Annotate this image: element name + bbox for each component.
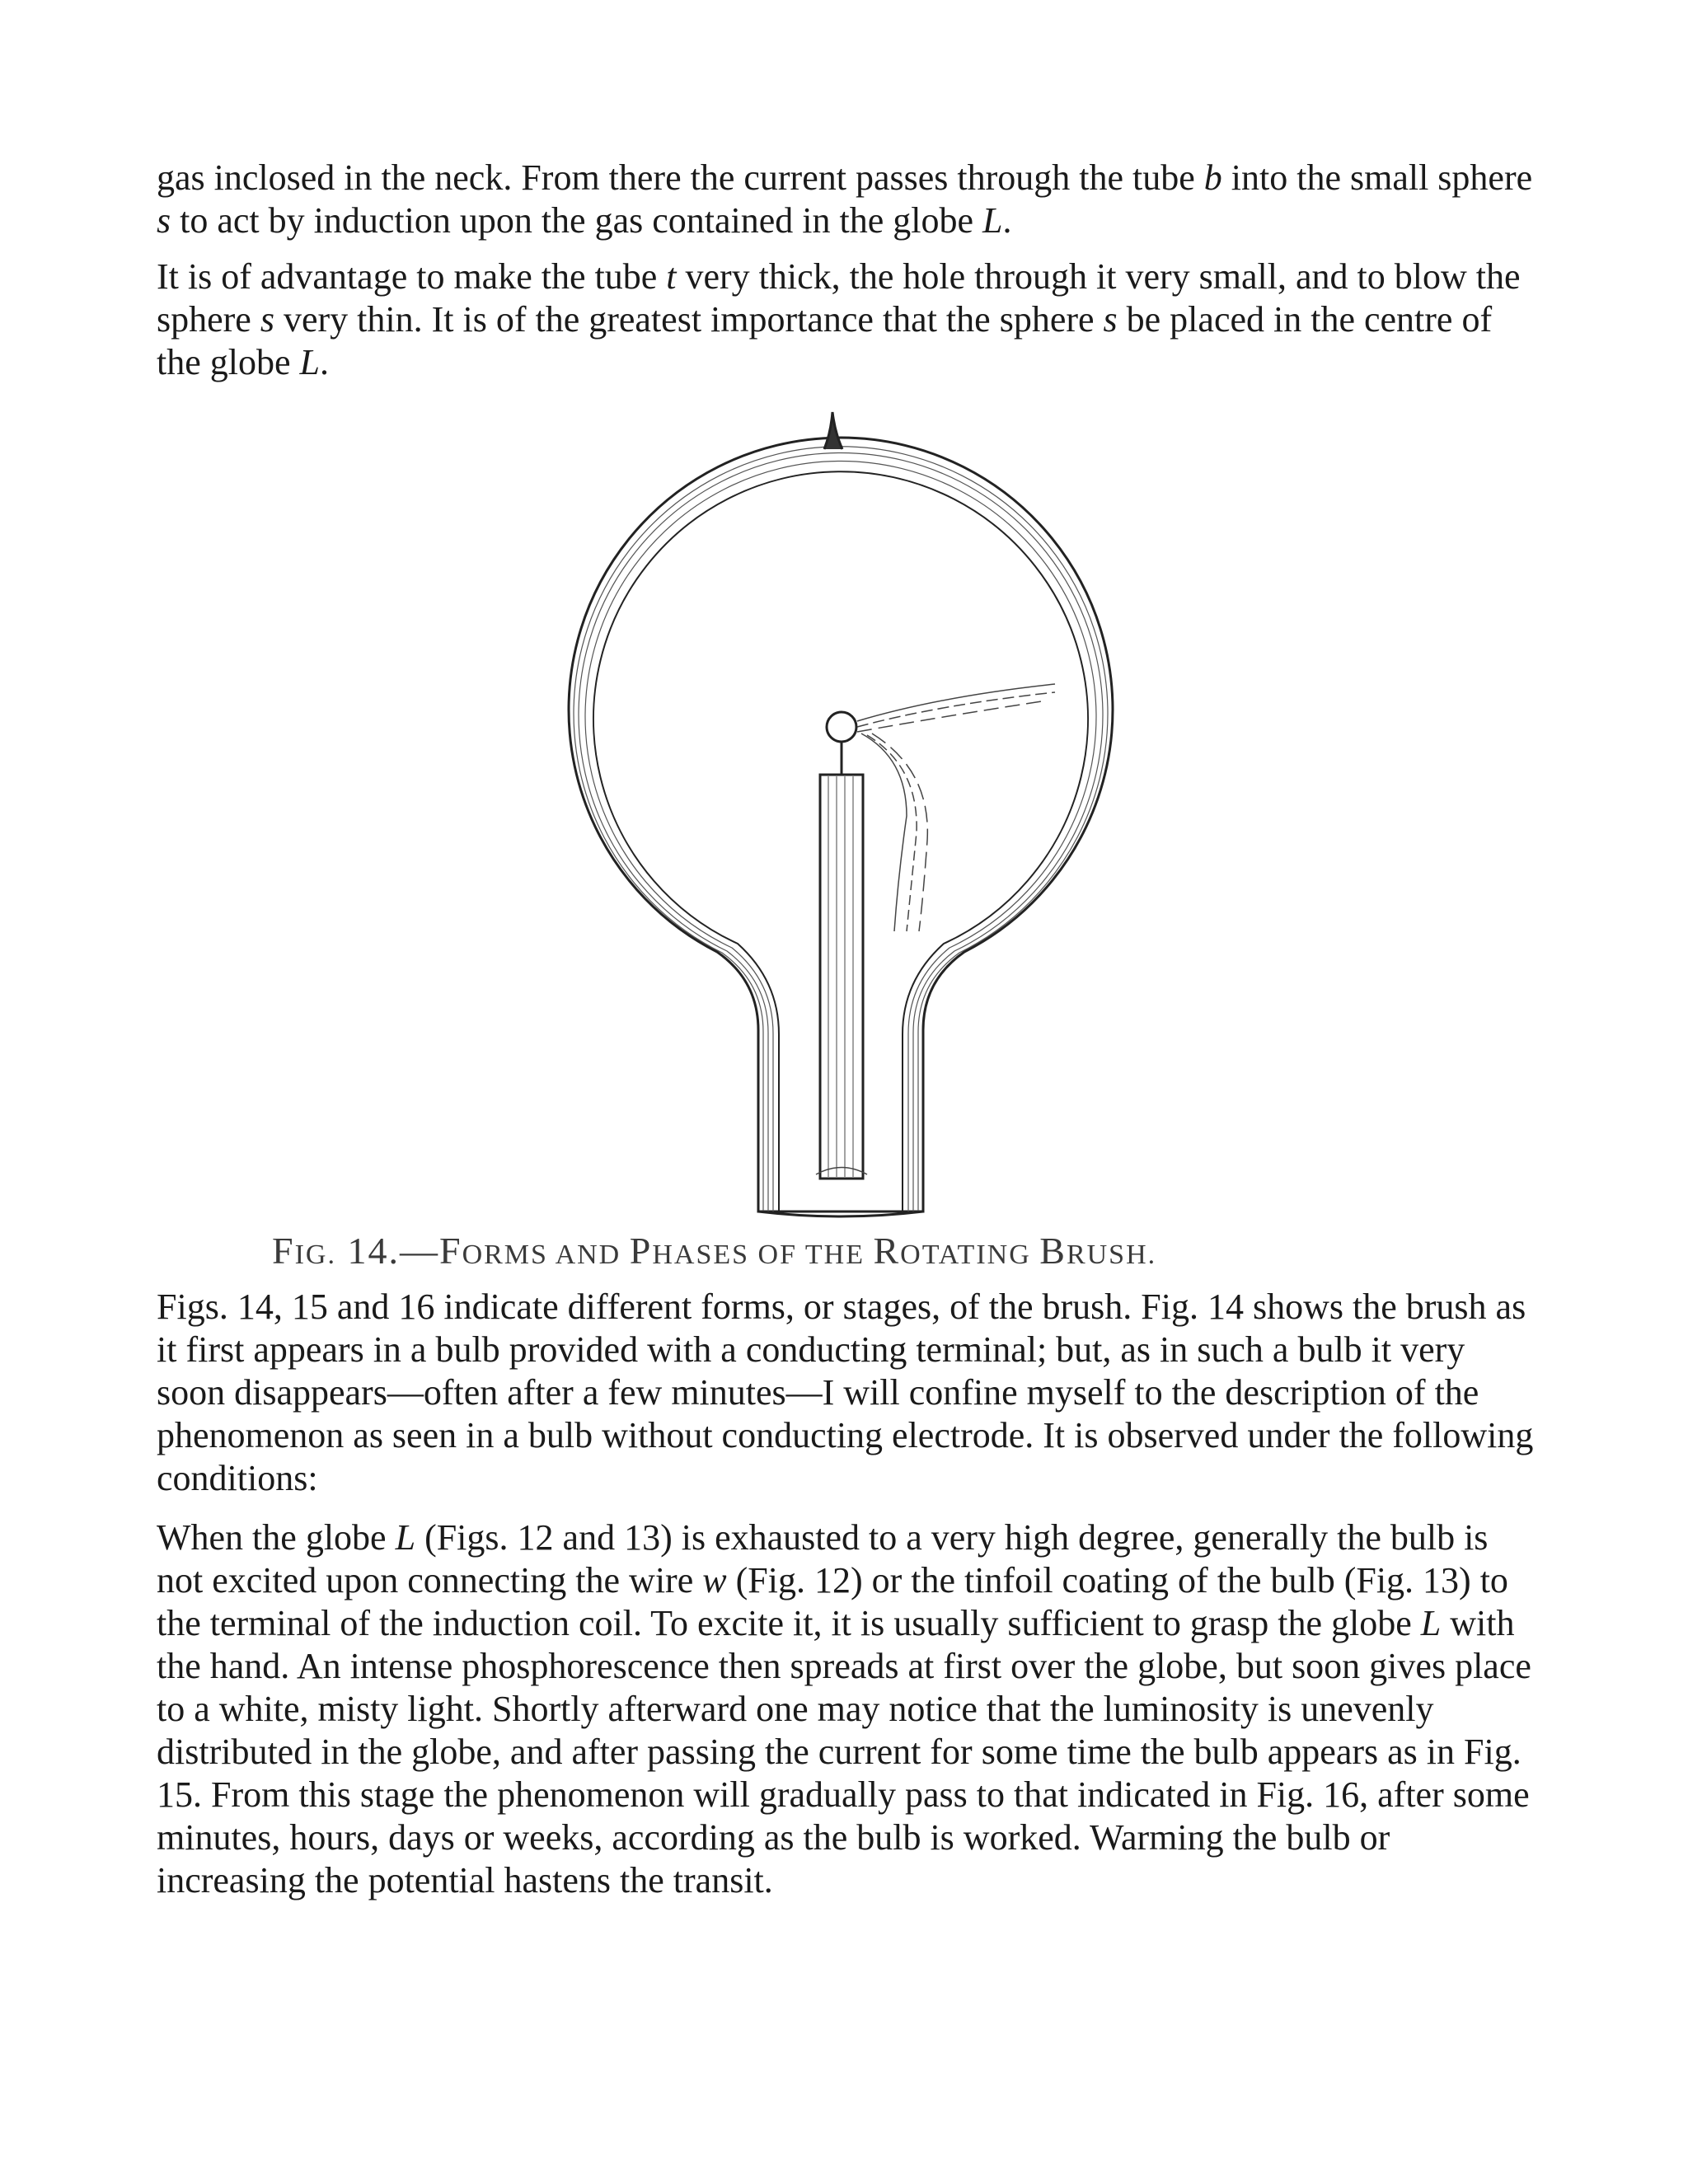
paragraph-1 (157, 157, 1541, 242)
caption-text: ORMS AND (462, 1240, 630, 1270)
text-run: very thin. It is of the greatest importance that the sphere (274, 299, 1104, 340)
italic-variable: L (982, 200, 1003, 241)
figure-bulb-illustration (544, 404, 1137, 1220)
italic-variable: L (1420, 1603, 1442, 1643)
text-run: (Figs. 12 and 13) is exhausted to a very high degree, generally the bulb is not excited upon connecting the wire (157, 1517, 1489, 1601)
caption-text: F (438, 1230, 462, 1272)
italic-variable: L (395, 1517, 416, 1558)
italic-variable: s (157, 200, 171, 241)
text-run: be placed in the centre of the globe (157, 299, 1493, 382)
text-run: with the hand. An intense phosphorescence then spreads at first over the globe, but soon gives place to a white, misty light. Shortly afterward one may notice that the luminosity is unevenly distributed in the globe, and after passing the current for some time the bulb appears as in Fig. 15. From this stage the phenomenon will gradually pass to that indicated in Fig. 16, after some minutes, hours, days or weeks, according as the bulb is worked. Warming the bulb or increasing the potential hastens the transit. (157, 1603, 1531, 1900)
italic-variable: b (1203, 157, 1222, 198)
text-run: gas inclosed in the neck. From there the current passes through the tube (157, 157, 1204, 198)
italic-variable: s (1103, 299, 1118, 340)
text-run: When the globe (157, 1517, 396, 1558)
italic-variable: s (260, 299, 274, 340)
text-run: (Fig. 12) or the tinfoil coating of the bulb (Fig. 13) to the terminal of the induction coil. To excite it, it is usually sufficient to grasp the globe (157, 1560, 1508, 1643)
paragraph-2 (157, 255, 1541, 384)
text-run: to act by induction upon the gas contained in the globe (171, 200, 983, 241)
caption-text: B (1039, 1230, 1067, 1272)
paragraph-3: Figs. 14, 15 and 16 indicate different forms, or stages, of the brush. Fig. 14 shows the brush as it first appears in a bulb provided with a conducting terminal; but, as in such a bulb it very soon disappears—often after a few minutes—I will confine myself to the description of the phenomenon as seen in a bulb without conducting electrode. It is observed under the following conditions: (157, 1286, 1534, 1498)
caption-text: RUSH. (1066, 1240, 1157, 1270)
caption-text: F (272, 1230, 295, 1272)
italic-variable: w (702, 1560, 727, 1601)
caption-text: OTATING (900, 1240, 1040, 1270)
text-run: . (1002, 200, 1012, 241)
paragraph-4 (157, 1516, 1541, 1902)
text-run: very thick, the hole through it very small, and to blow the sphere (157, 256, 1521, 340)
bulb-drawing (544, 404, 1137, 1220)
caption-text: IG. (294, 1240, 336, 1270)
caption-text: HASES OF THE (652, 1240, 874, 1270)
text-run: . (320, 342, 329, 382)
italic-variable: L (299, 342, 320, 382)
caption-text: 14.— (335, 1230, 439, 1272)
caption-text: P (629, 1230, 653, 1272)
caption-text: R (873, 1230, 901, 1272)
figure-caption (272, 1228, 1426, 1278)
text-run: into the small sphere (1221, 157, 1533, 198)
text-run: It is of advantage to make the tube (157, 256, 667, 297)
italic-variable: t (666, 256, 677, 297)
